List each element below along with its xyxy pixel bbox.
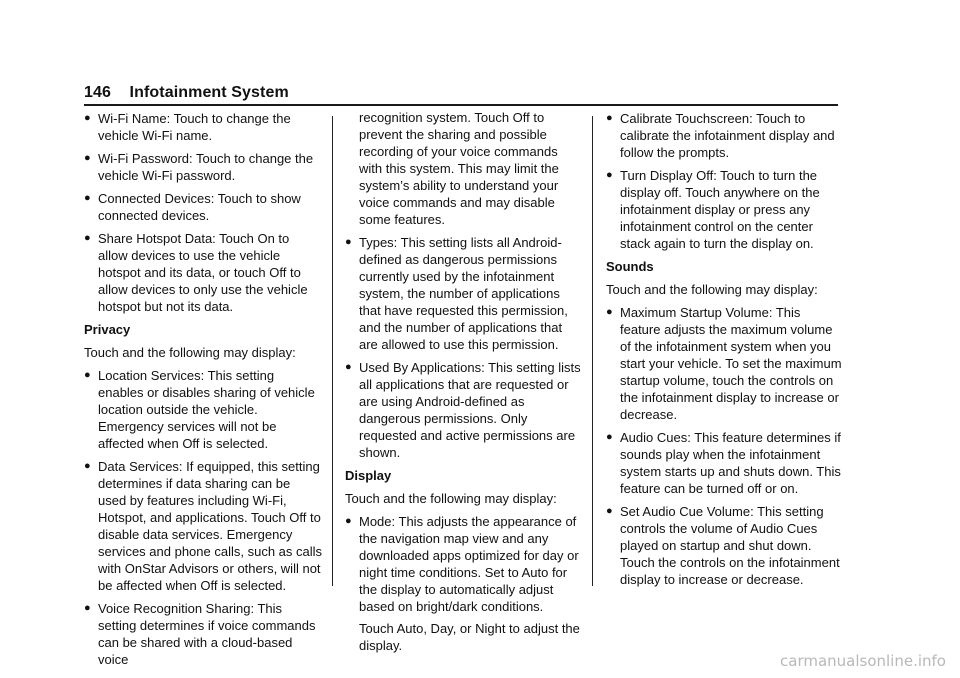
bullet-icon: ● (84, 192, 91, 204)
list-item: ● Voice Recognition Sharing: This setting determines if voice commands can be shared with a cloud-based voice (84, 601, 316, 667)
bullet-icon: ● (84, 460, 91, 472)
column-divider-1 (332, 116, 333, 586)
bullet-icon: ● (84, 112, 91, 124)
header-rule (84, 104, 838, 106)
list-item: ● Data Services: If equipped, this setting determines if data sharing can be used by features including Wi-Fi, Hotspot, and applications. Touch Off to disable data services. Emergency services and phone calls, such as calls with OnStar Advisors or others, will not be affected when Off is selected. (84, 459, 323, 593)
mode-note: Touch Auto, Day, or Night to adjust the display. (359, 621, 580, 653)
list-item: ● Share Hotspot Data: Touch On to allow devices to use the vehicle hotspot and its data, or touch Off to allow devices to only use the vehicle hotspot but not its data. (84, 231, 308, 314)
list-item: ● Maximum Startup Volume: This feature adjusts the maximum volume of the infotainment system when you start your vehicle. To set the maximum startup volume, touch the controls on the infotainment display to increase or decrease. (606, 305, 842, 422)
display-intro: Touch and the following may display: (345, 491, 557, 506)
page-header (84, 84, 289, 102)
list-item: ● Connected Devices: Touch to show connected devices. (84, 191, 301, 223)
column-3 (606, 110, 842, 594)
bullet-icon: ● (84, 369, 91, 381)
voice-recognition-continuation: recognition system. Touch Off to prevent the sharing and possible recording of your voice commands with this system. This may limit the system’s ability to understand your voice commands and may disable some features. (359, 110, 559, 227)
bullet-icon: ● (345, 361, 352, 373)
permissions-list (345, 234, 583, 461)
bullet-icon: ● (606, 505, 613, 517)
privacy-heading: Privacy (84, 322, 131, 337)
column-divider-2 (592, 116, 593, 586)
bullet-icon: ● (84, 602, 91, 614)
bullet-icon: ● (606, 112, 613, 124)
list-item: ● Mode: This adjusts the appearance of the navigation map view and any downloaded apps optimized for day or night time conditions. Set to Auto for the display to automatically adjust based on bright/dark conditions. (345, 514, 579, 614)
bullet-icon: ● (606, 431, 613, 443)
display-list (345, 513, 583, 615)
sounds-heading: Sounds (606, 259, 654, 274)
list-item: ● Wi-Fi Name: Touch to change the vehicle Wi-Fi name. (84, 111, 291, 143)
column-2 (345, 110, 583, 660)
list-item: ● Location Services: This setting enables or disables sharing of vehicle location outside the vehicle. Emergency services will not be affected when Off is selected. (84, 368, 315, 451)
bullet-icon: ● (84, 232, 91, 244)
list-item: ● Turn Display Off: Touch to turn the display off. Touch anywhere on the infotainment display or press any infotainment control on the center stack again to turn the display on. (606, 168, 820, 251)
page-number: 146 (84, 84, 111, 101)
sounds-intro: Touch and the following may display: (606, 282, 818, 297)
section-title: Infotainment System (129, 84, 289, 101)
bullet-icon: ● (606, 306, 613, 318)
bullet-icon: ● (345, 515, 352, 527)
display-controls-list (606, 110, 842, 252)
list-item: ● Wi-Fi Password: Touch to change the vehicle Wi-Fi password. (84, 151, 314, 183)
sounds-list (606, 304, 842, 588)
list-item: ● Set Audio Cue Volume: This setting controls the volume of Audio Cues played on startup and shut down. Touch the controls on the infotainment display to increase or decrease. (606, 504, 840, 587)
bullet-icon: ● (606, 169, 613, 181)
list-item: ● Audio Cues: This feature determines if sounds play when the infotainment system starts up and shuts down. This feature can be turned off or on. (606, 430, 841, 496)
column-1 (84, 110, 322, 674)
watermark: carmanualsonline.info (780, 652, 946, 670)
list-item: ● Types: This setting lists all Android-defined as dangerous permissions currently used by the infotainment system, the number of applications that have requested this permission, and the number of applications that are allowed to use this permission. (345, 235, 568, 352)
bullet-icon: ● (84, 152, 91, 164)
list-item: ● Used By Applications: This setting lists all applications that are requested or are using Android-defined as dangerous permissions. Only requested and active permissions are shown. (345, 360, 581, 460)
display-heading: Display (345, 468, 392, 483)
privacy-list (84, 367, 322, 668)
privacy-intro: Touch and the following may display: (84, 345, 296, 360)
bullet-icon: ● (345, 236, 352, 248)
list-item: ● Calibrate Touchscreen: Touch to calibrate the infotainment display and follow the prompts. (606, 111, 835, 160)
wifi-settings-list (84, 110, 322, 315)
